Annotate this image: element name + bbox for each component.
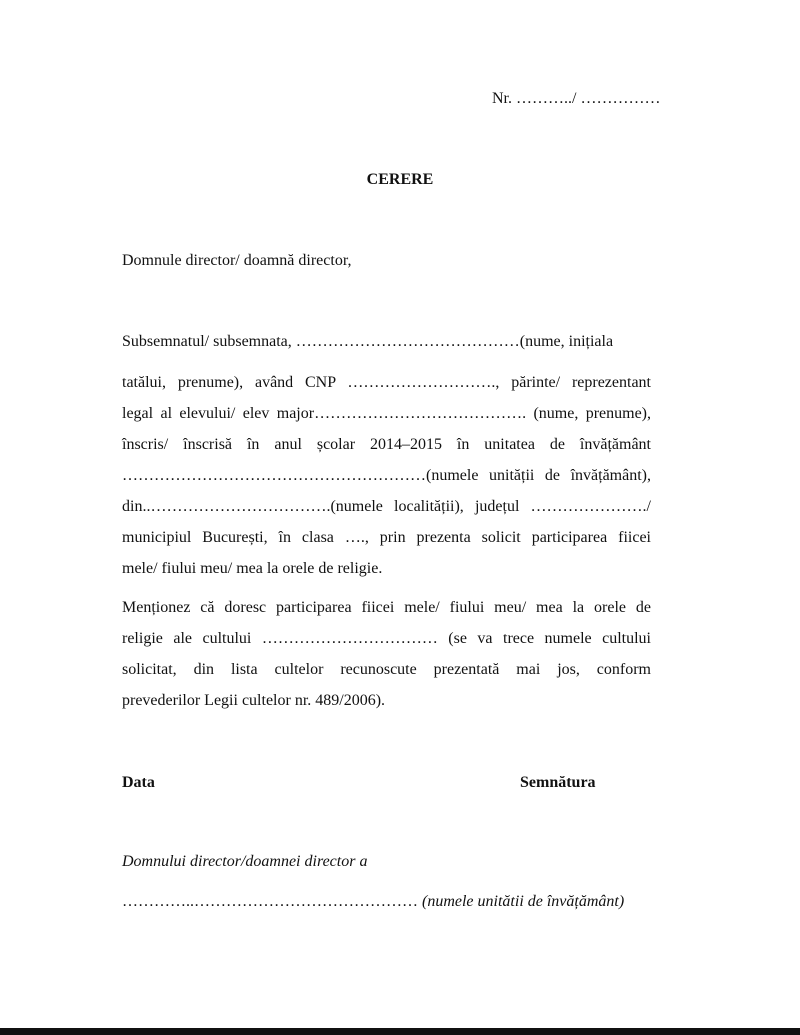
registration-number: Nr. ………../ …………… [492,90,661,107]
paragraph2-line: religie ale cultului …………………………… (se va trece numele cultului [122,630,651,647]
document-title: CERERE [366,171,434,188]
paragraph1-line: legal al elevului/ elev major…………………………………. (nume, prenume), [122,405,651,422]
date-label: Data [122,774,155,791]
paragraph1-line: Subsemnatul/ subsemnata, ……………………………………(nume, inițiala [122,333,614,350]
paragraph1-line: tatălui, prenume), având CNP ………………………., părinte/ reprezentant [122,374,651,391]
bottom-border [0,1028,800,1035]
salutation: Domnule director/ doamnă director, [122,252,352,269]
paragraph2-line: solicitat, din lista cultelor recunoscute prezentată mai jos, conform [122,661,651,678]
paragraph2-line: Menționez că doresc participarea fiicei mele/ fiului meu/ mea la orele de [122,599,651,616]
paragraph1-line: municipiul București, în clasa …., prin prezenta solicit participarea fiicei [122,529,651,546]
paragraph1-line: din..…………………………….(numele localității), județul …………………./ [122,498,651,515]
signature-label: Semnătura [520,774,596,791]
paragraph1-line: înscris/ înscrisă în anul școlar 2014–2015 în unitatea de învățământ [122,436,651,453]
paragraph2-line: prevederilor Legii cultelor nr. 489/2006). [122,692,386,709]
addressee-title: Domnului director/doamnei director a [122,853,368,870]
addressee-school-line [122,893,624,911]
addressee-school-text: …………..…………………………………… (numele unitătii de învățământ) [122,893,625,910]
paragraph1-line: mele/ fiului meu/ mea la orele de religie. [122,560,383,577]
paragraph1-line: …………………………………………………(numele unității de învățământ), [122,467,651,484]
